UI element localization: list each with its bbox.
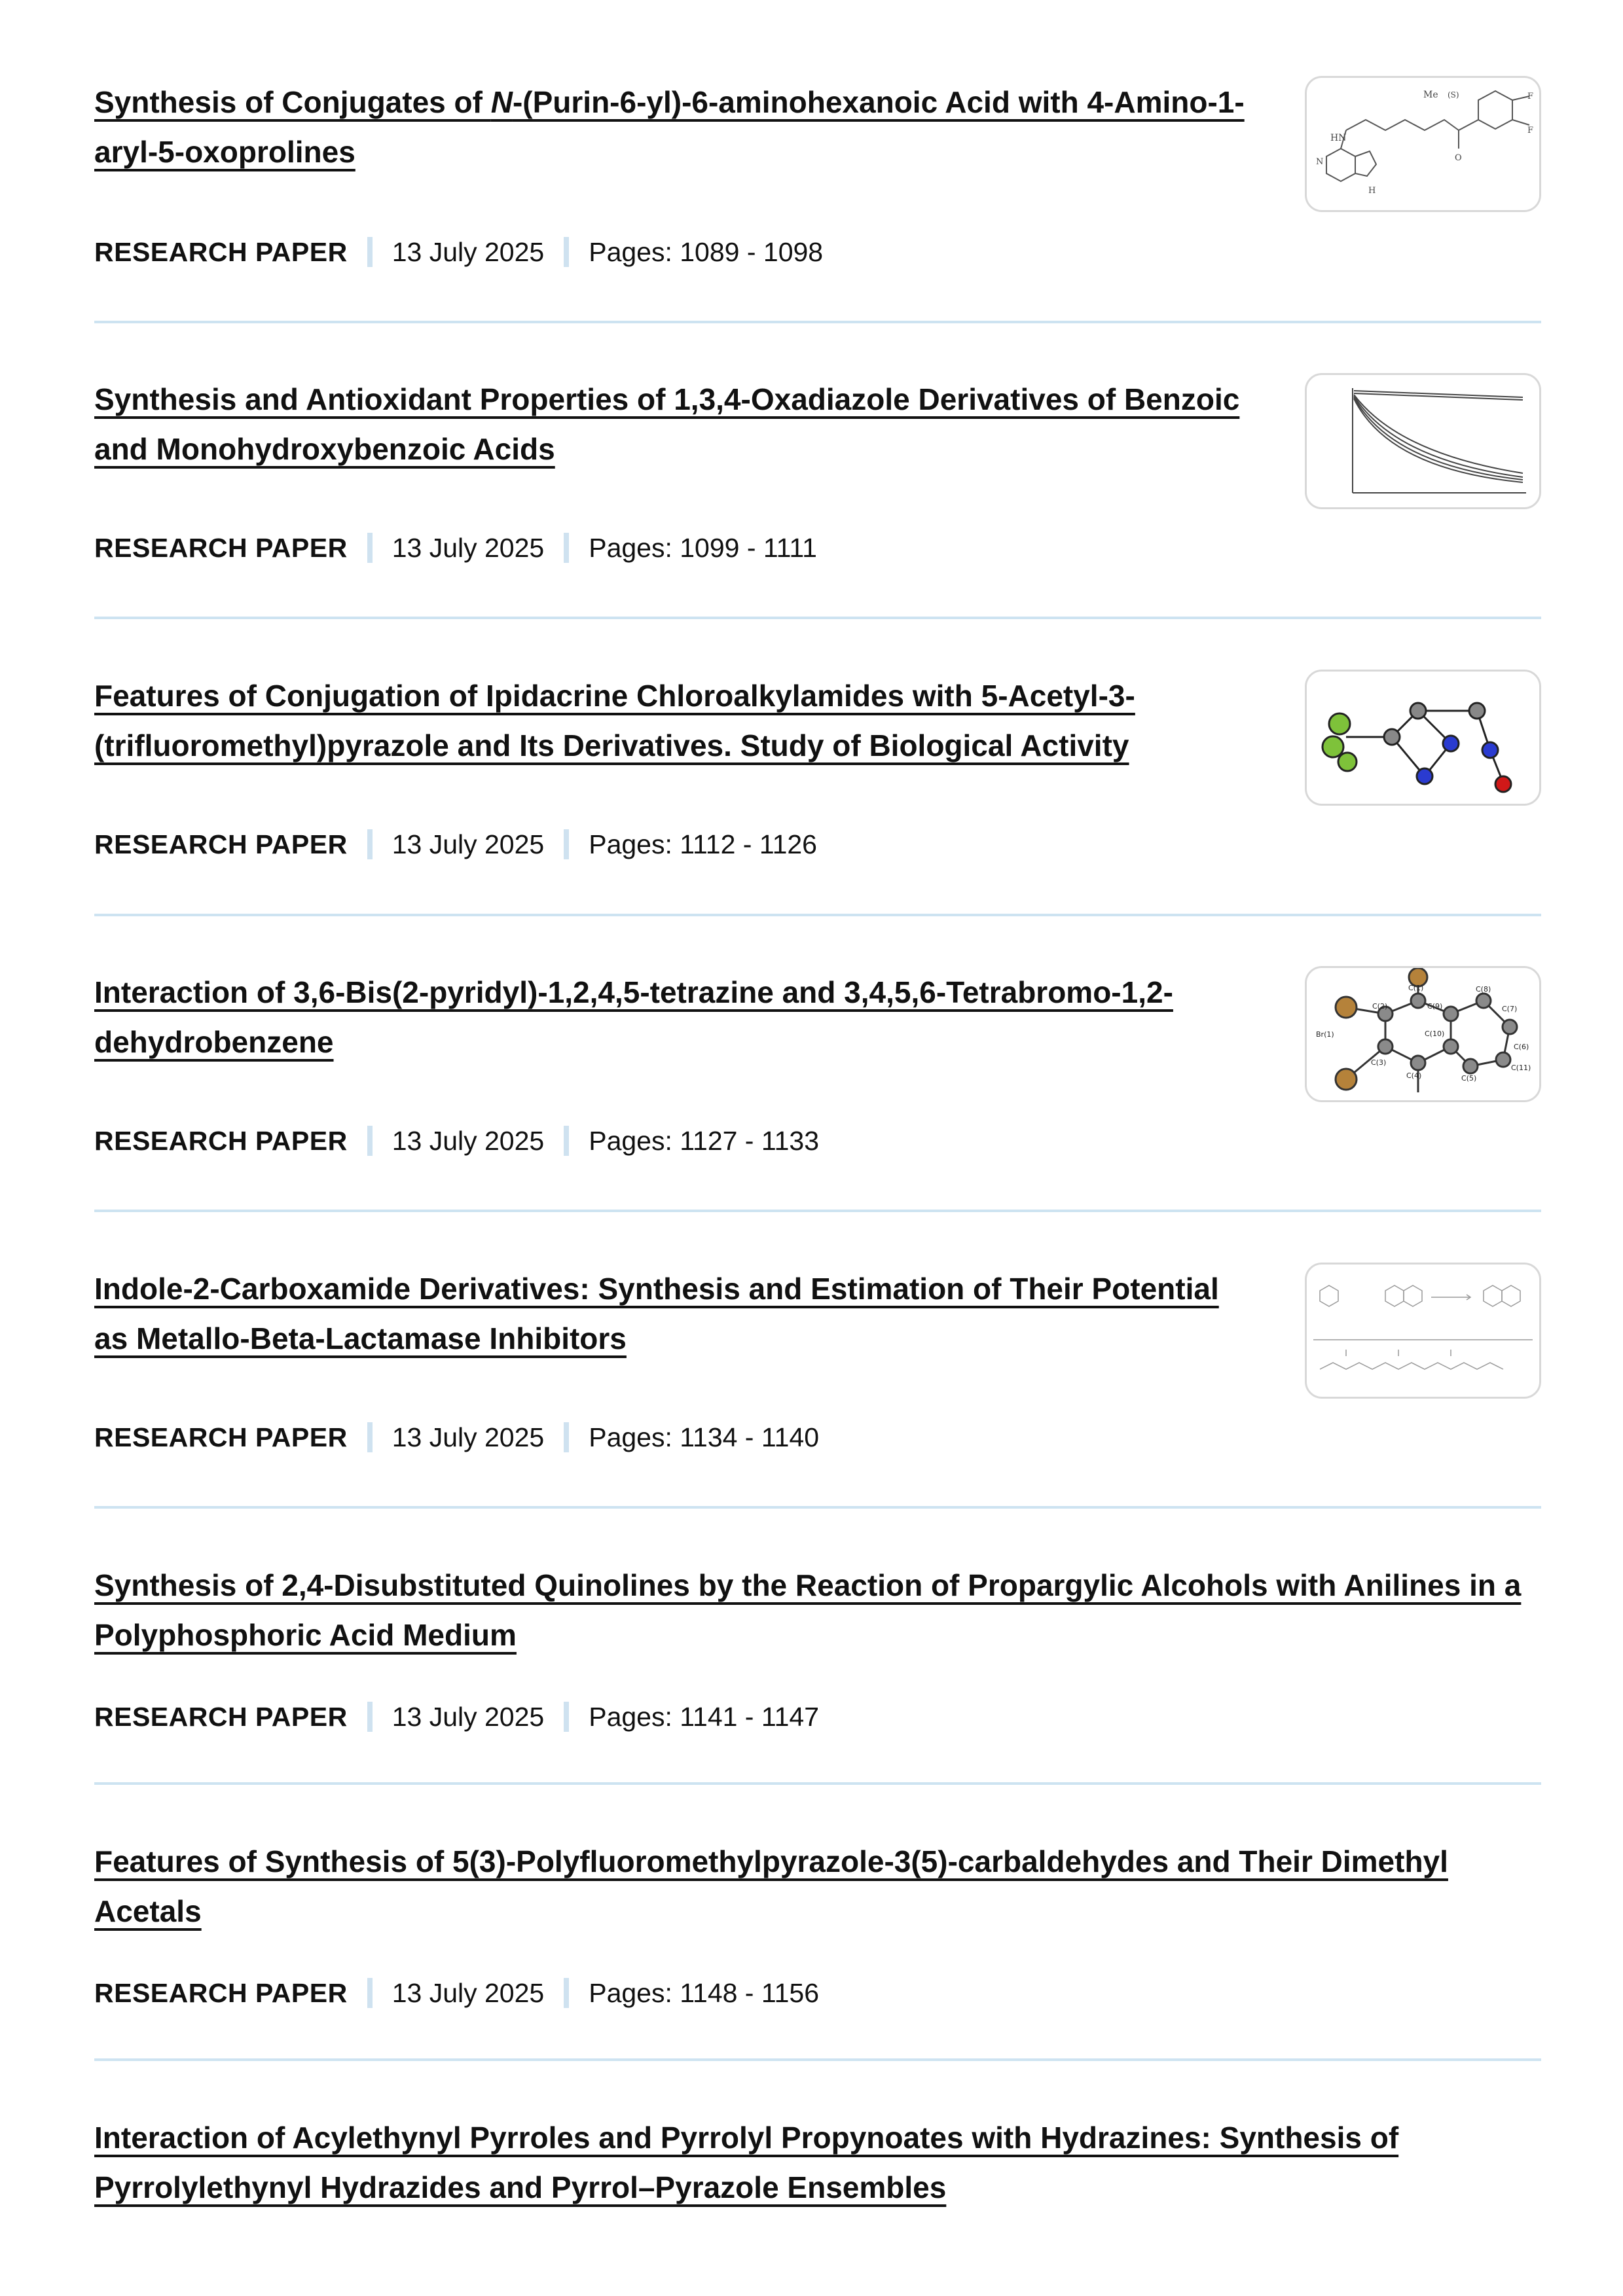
meta-separator (367, 533, 373, 563)
svg-text:(S): (S) (1448, 90, 1459, 99)
article-title (94, 1560, 1541, 1660)
article-title-link[interactable]: Indole-2-Carboxamide Derivatives: Synthesis and Estimation of Their Potential as Metallo-Beta-Lactamase Inhibitors (94, 1272, 1219, 1355)
article-date: 13 July 2025 (392, 533, 545, 563)
meta-separator (367, 1422, 373, 1452)
article-date: 13 July 2025 (392, 237, 545, 267)
svg-text:C(8): C(8) (1476, 985, 1491, 994)
article-title-link[interactable]: Features of Conjugation of Ipidacrine Chloroalkylamides with 5-Acetyl-3-(trifluoromethyl)pyrazole and Its Derivatives. Study of Biological Activity (94, 679, 1135, 762)
kinetics-plot-icon[interactable] (1305, 373, 1541, 509)
article-meta (94, 236, 823, 268)
article-date: 13 July 2025 (392, 829, 545, 859)
article-type: RESEARCH PAPER (94, 829, 348, 859)
svg-text:N: N (1316, 157, 1324, 167)
svg-text:H: H (1368, 186, 1376, 196)
divider (94, 2058, 1541, 2061)
meta-separator (564, 1978, 569, 2008)
svg-text:C(10): C(10) (1425, 1030, 1445, 1038)
meta-separator (564, 1422, 569, 1452)
svg-text:C(9): C(9) (1427, 1002, 1443, 1011)
article-date: 13 July 2025 (392, 1702, 545, 1732)
article-date: 13 July 2025 (392, 1422, 545, 1452)
divider (94, 321, 1541, 323)
article-meta (94, 1700, 819, 1733)
article-title (94, 2113, 1541, 2212)
article-type: RESEARCH PAPER (94, 533, 348, 563)
article-type: RESEARCH PAPER (94, 237, 348, 267)
article-meta (94, 1421, 819, 1454)
article-meta (94, 531, 817, 564)
meta-separator (367, 1126, 373, 1156)
divider (94, 914, 1541, 916)
article-meta (94, 828, 817, 861)
article-type: RESEARCH PAPER (94, 1422, 348, 1452)
svg-text:C(11): C(11) (1511, 1064, 1531, 1072)
meta-separator (564, 237, 569, 267)
article-meta (94, 1124, 819, 1157)
svg-text:C(7): C(7) (1502, 1005, 1518, 1013)
svg-text:C(6): C(6) (1514, 1043, 1529, 1051)
article-title (94, 374, 1247, 474)
article-title-link[interactable]: Synthesis of Conjugates of N-(Purin-6-yl)-6-aminohexanoic Acid with 4-Amino-1-aryl-5-oxoprolines (94, 85, 1245, 169)
meta-separator (564, 1702, 569, 1732)
article-title (94, 77, 1247, 177)
svg-text:Me: Me (1423, 90, 1438, 100)
meta-separator (367, 237, 373, 267)
article-pages: Pages: 1089 - 1098 (589, 237, 824, 267)
svg-text:C(1): C(1) (1408, 984, 1424, 992)
article-title-link[interactable]: Interaction of 3,6-Bis(2-pyridyl)-1,2,4,5-tetrazine and 3,4,5,6-Tetrabromo-1,2-dehydrobenzene (94, 975, 1173, 1059)
article-title (94, 1837, 1541, 1936)
article-pages: Pages: 1148 - 1156 (589, 1978, 820, 2008)
svg-text:C(2): C(2) (1372, 1002, 1388, 1011)
divider (94, 1506, 1541, 1509)
article-type: RESEARCH PAPER (94, 1978, 348, 2008)
chemical-structure-icon[interactable] (1305, 76, 1541, 212)
meta-separator (367, 1702, 373, 1732)
meta-separator (367, 1978, 373, 2008)
crystal-structure-icon[interactable] (1305, 966, 1541, 1102)
meta-separator (564, 533, 569, 563)
article-pages: Pages: 1127 - 1133 (589, 1126, 820, 1156)
article-title (94, 1264, 1247, 1363)
article-title-link[interactable]: Synthesis and Antioxidant Properties of 1,3,4-Oxadiazole Derivatives of Benzoic and Monohydroxybenzoic Acids (94, 382, 1240, 466)
svg-text:C(5): C(5) (1461, 1074, 1477, 1083)
svg-text:C(4): C(4) (1406, 1071, 1422, 1080)
crystal-structure-icon[interactable] (1305, 670, 1541, 806)
article-title (94, 967, 1247, 1067)
meta-separator (367, 829, 373, 859)
divider (94, 1782, 1541, 1785)
meta-separator (564, 829, 569, 859)
reaction-scheme-icon[interactable] (1305, 1263, 1541, 1399)
svg-text:Br(1): Br(1) (1316, 1030, 1334, 1039)
article-title-link[interactable]: Synthesis of 2,4-Disubstituted Quinolines by the Reaction of Propargylic Alcohols with Anilines in a Polyphosphoric Acid Medium (94, 1568, 1522, 1652)
divider (94, 617, 1541, 619)
svg-text:C(3): C(3) (1371, 1058, 1387, 1067)
article-title-link[interactable]: Features of Synthesis of 5(3)-Polyfluoromethylpyrazole-3(5)-carbaldehydes and Their Dimethyl Acetals (94, 1844, 1448, 1928)
article-title-link[interactable]: Interaction of Acylethynyl Pyrroles and Pyrrolyl Propynoates with Hydrazines: Synthesis of Pyrrolylethynyl Hydrazides and Pyrrol–Pyrazole Ensembles (94, 2121, 1399, 2204)
article-pages: Pages: 1099 - 1111 (589, 533, 817, 563)
article-pages: Pages: 1112 - 1126 (589, 829, 817, 859)
svg-text:F: F (1527, 92, 1534, 101)
meta-separator (564, 1126, 569, 1156)
article-date: 13 July 2025 (392, 1978, 545, 2008)
article-pages: Pages: 1141 - 1147 (589, 1702, 820, 1732)
divider (94, 1210, 1541, 1212)
svg-text:HN: HN (1330, 133, 1347, 143)
article-date: 13 July 2025 (392, 1126, 545, 1156)
article-type: RESEARCH PAPER (94, 1126, 348, 1156)
article-type: RESEARCH PAPER (94, 1702, 348, 1732)
article-title (94, 671, 1247, 770)
article-meta (94, 1977, 819, 2009)
svg-text:O: O (1455, 153, 1462, 163)
article-pages: Pages: 1134 - 1140 (589, 1422, 820, 1452)
svg-text:F: F (1527, 126, 1534, 135)
